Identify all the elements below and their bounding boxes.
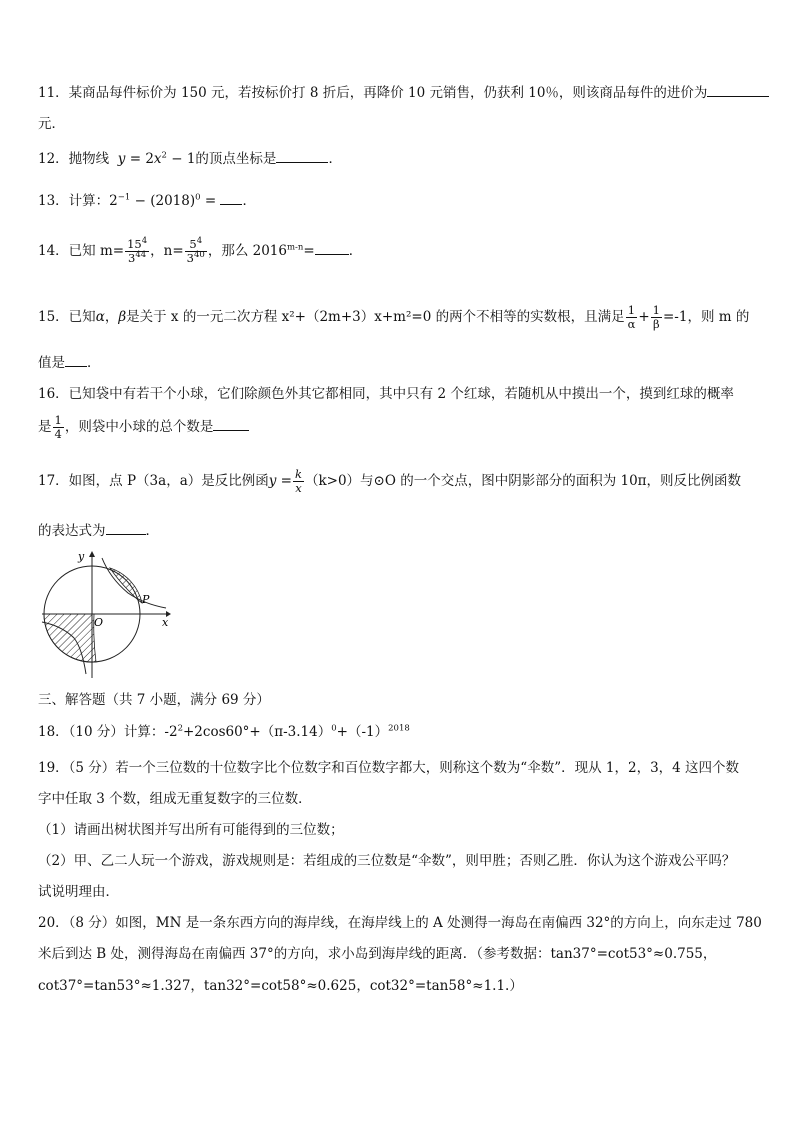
q14-end: ． — [348, 243, 363, 259]
q16-fraction — [53, 414, 64, 441]
question-16-line2 — [38, 414, 249, 441]
question-14 — [38, 238, 362, 265]
q20-line3: cot37°=tan53°≈1.327，tan32°=cot58°≈0.625，cot32°=tan58°≈1.1.） — [38, 978, 523, 994]
q20-line2: 米后到达 B 处，测得海岛在南偏西 37°的方向，求小岛到海岸线的距离．（参考数据：tan37°=cot53°≈0.755， — [38, 946, 717, 962]
q15-fraction-1 — [626, 304, 638, 331]
q18-exp2: 2 — [177, 723, 183, 734]
q12-end: ． — [328, 151, 342, 167]
q17-line2: 的表达式为 — [38, 523, 106, 539]
q14-n-num: 5 — [189, 237, 197, 251]
q16-prefix2: 是 — [38, 419, 52, 435]
q18-prefix: 18．（10 分）计算：-2 — [38, 724, 178, 740]
q14-exp: m-n — [286, 242, 304, 253]
q17-fraction — [293, 468, 304, 495]
q15-comma: ， — [104, 309, 119, 325]
q17-y-eq: y = — [268, 473, 292, 489]
q15-plus: + — [638, 309, 650, 325]
label-y: y — [78, 550, 85, 563]
question-20-line3 — [38, 976, 523, 996]
q19-part1: （1）请画出树状图并写出所有可能得到的三位数； — [38, 822, 344, 838]
label-o: O — [94, 616, 104, 629]
q19-part2b: 试说明理由． — [38, 884, 119, 900]
q17-line1-after: （k>0）与⊙O 的一个交点，图中阴影部分的面积为 10π，则反比例函数 — [304, 473, 742, 489]
q14-m-den-exp: 44 — [135, 250, 147, 261]
q17-answer-blank — [106, 520, 146, 535]
q14-eq: = — [303, 243, 315, 259]
q18-exp2018: 2018 — [388, 723, 410, 734]
question-13 — [38, 190, 256, 211]
q18-exp0: 0 — [331, 723, 337, 734]
q15-text2: =-1，则 m 的 — [663, 309, 750, 325]
question-20-line2 — [38, 944, 716, 964]
question-15-line2 — [38, 352, 101, 373]
q15-frac2-num: 1 — [652, 303, 660, 317]
q11-tail: 元． — [38, 116, 65, 132]
q17-figure — [38, 548, 172, 683]
question-19-part1 — [38, 820, 344, 840]
q15-frac1-den: α — [627, 317, 636, 331]
question-15 — [38, 304, 749, 331]
q14-n-den-exp: 40 — [194, 250, 205, 261]
q19-part2: （2）甲、乙二人玩一个游戏，游戏规则是：若组成的三位数是“伞数”，则甲胜；否则乙胜．你认为这个游戏公平吗？ — [38, 853, 736, 869]
q14-n-num-exp: 4 — [196, 236, 203, 247]
q20-line1: 20．（8 分）如图，MN 是一条东西方向的海岸线，在海岸线上的 A 处测得一海岛在南偏西 32°的方向上，向东走过 780 — [38, 915, 762, 931]
q14-m-num: 15 — [127, 237, 142, 251]
q13-mid: − (2018) — [130, 193, 196, 209]
q16-after2: ，则袋中小球的总个数是 — [64, 419, 214, 435]
question-19-part2 — [38, 851, 735, 871]
question-11 — [38, 82, 769, 103]
q14-answer-blank — [315, 240, 349, 255]
q14-n-den: 3 — [186, 251, 194, 265]
q12-eq: = 2 — [125, 151, 154, 167]
q14-prefix: 14．已知 m= — [38, 243, 125, 259]
question-19-line2 — [38, 789, 312, 809]
q15-alpha: α — [95, 309, 105, 325]
q15-frac1-num: 1 — [626, 304, 638, 318]
q12-var-y: y — [117, 151, 126, 167]
q13-prefix: 13．计算：2 — [38, 193, 118, 209]
q14-m-num-exp: 4 — [141, 236, 148, 247]
q14-after: ，那么 2016 — [207, 243, 287, 259]
question-19-part2b — [38, 882, 119, 902]
q16-frac-den: 4 — [54, 427, 62, 441]
q15-frac2-den: β — [653, 317, 660, 331]
q17-end: ． — [145, 523, 159, 539]
q16-line1: 16．已知袋中有若干个小球，它们除颜色外其它都相同，其中只有 2 个红球，若随机从中摸出一个，摸到红球的概率 — [38, 386, 734, 402]
q13-after: = — [200, 193, 221, 209]
q12-var-x: x — [153, 151, 162, 167]
q16-answer-blank — [213, 416, 249, 431]
question-16 — [38, 384, 734, 404]
section-3-title — [38, 690, 270, 710]
q12-after: − 1的顶点坐标是 — [166, 151, 277, 167]
q11-answer-blank — [707, 82, 769, 97]
q13-exp1: −1 — [117, 192, 131, 203]
q17-frac-den: x — [295, 481, 302, 495]
q11-text: 11．某商品每件标价为 150 元，若按标价打 8 折后，再降价 10 元销售，仍获利 10％，则该商品每件的进价为 — [38, 85, 708, 101]
q15-line2: 值是 — [38, 355, 65, 371]
q13-end: ． — [242, 193, 256, 209]
question-19 — [38, 758, 739, 778]
q15-answer-blank — [65, 352, 87, 367]
question-11-tail — [38, 114, 65, 134]
q18-mid2: +（-1） — [336, 724, 389, 740]
q14-m-fraction — [125, 238, 149, 265]
q15-prefix: 15．已知 — [38, 309, 96, 325]
q18-mid: +2cos60°+（π-3.14） — [182, 724, 332, 740]
q14-n-label: ，n= — [150, 243, 184, 259]
q12-exp: 2 — [161, 150, 167, 161]
q19-line2: 字中任取 3 个数，组成无重复数字的三位数． — [38, 791, 312, 807]
q15-fraction-2 — [651, 304, 662, 331]
q15-end: ． — [87, 355, 101, 371]
q17-frac-num: k — [294, 467, 302, 481]
q14-n-fraction — [185, 238, 207, 265]
q15-beta: β — [118, 309, 127, 325]
question-17-line2 — [38, 520, 159, 541]
label-x: x — [162, 616, 169, 629]
q12-answer-blank — [276, 148, 328, 163]
q14-m-den: 3 — [128, 251, 136, 265]
label-p: P — [142, 593, 150, 606]
q19-line1: 19．（5 分）若一个三位数的十位数字比个位数字和百位数字都大，则称这个数为“伞数”．现从 1，2，3，4 这四个数 — [38, 760, 740, 776]
question-17 — [38, 468, 741, 495]
q13-answer-blank — [220, 190, 242, 205]
q13-exp0: 0 — [195, 192, 201, 203]
question-12 — [38, 148, 342, 169]
q12-prefix: 12．抛物线 — [38, 151, 110, 167]
q17-line1-prefix: 17．如图，点 P（3a，a）是反比例函 — [38, 473, 269, 489]
q16-frac-num: 1 — [54, 413, 62, 427]
q15-text1: 是关于 x 的一元二次方程 x²+（2m+3）x+m²=0 的两个不相等的实数根，且满足 — [126, 309, 625, 325]
section-3-title-text: 三、解答题（共 7 小题，满分 69 分） — [38, 692, 270, 708]
question-20 — [38, 913, 762, 933]
question-18 — [38, 722, 410, 742]
